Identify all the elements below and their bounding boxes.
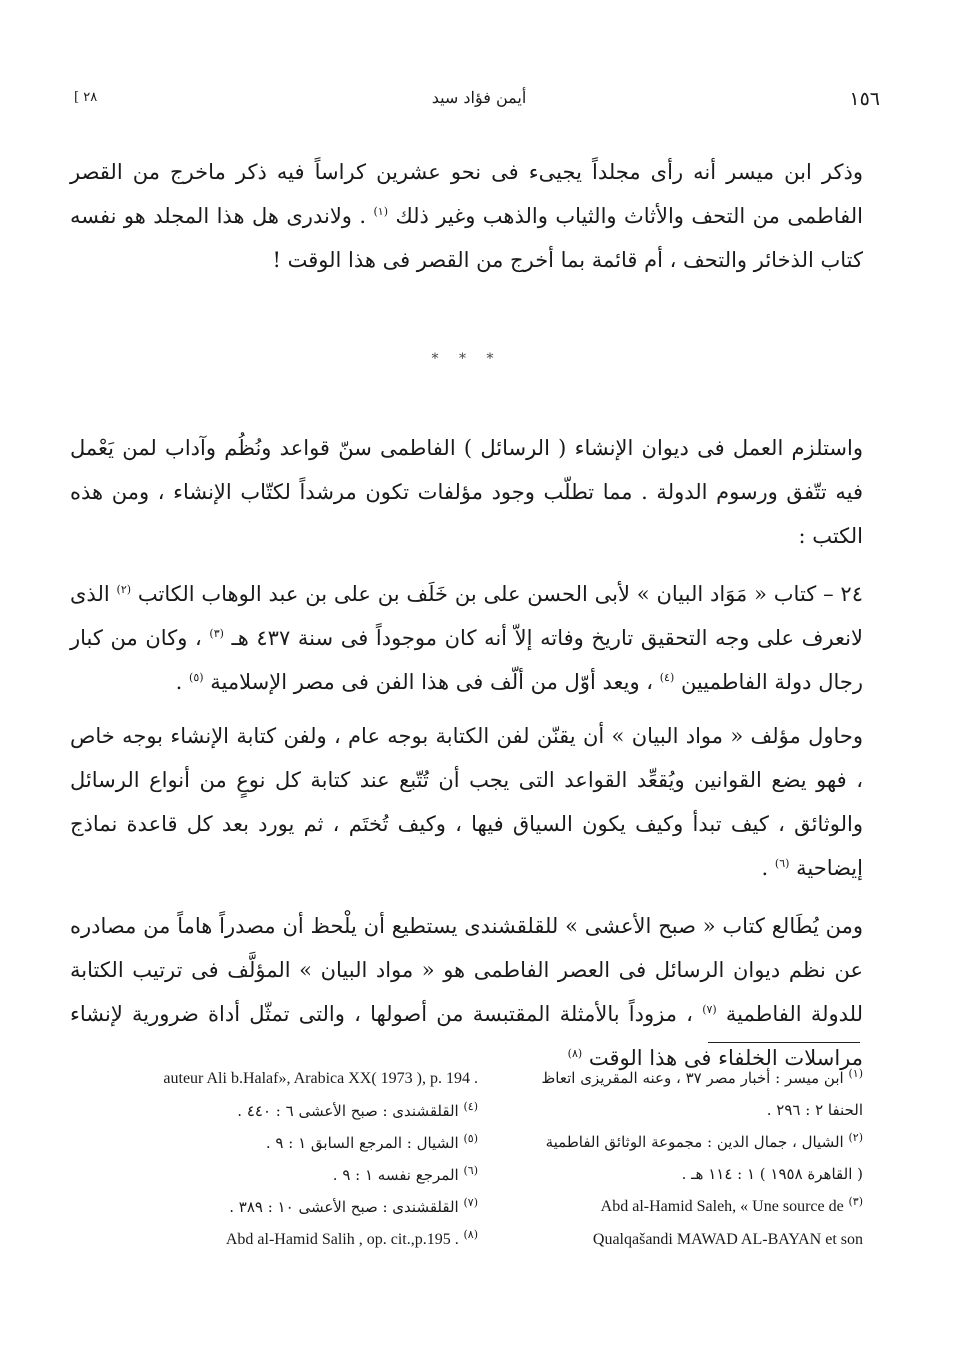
section-separator: * * * xyxy=(431,351,502,367)
paragraph-2 xyxy=(70,426,863,558)
paragraph-4 xyxy=(70,714,863,890)
footnotes-right-column xyxy=(463,1062,863,1256)
signature-mark: ٢٨ ] xyxy=(74,90,98,105)
footnote-line: $^{(١)}$ ابن ميسر : أخبار مصر ٣٧ ، وعنه المقريزى اتعاظ xyxy=(541,1067,863,1087)
footnote-line: Qualqašandi MAWAD AL-BAYAN et son xyxy=(592,1231,863,1248)
footnote-line: الحنفا ٢ : ٢٩٦ . xyxy=(766,1101,863,1119)
paragraph-5-text: ومن يُطَالع كتاب « صبح الأعشى » للقلقشندى يستطيع أن يلْحظ أن مصدراً هاماً من مصادره عن نظم ديوان الرسائل فى العصر الفاطمى هو « مواد البيان » المؤلَّف فى ترتيب الكتابة للدولة الفاطمية xyxy=(70,914,864,1026)
paragraph-1-text: وذكر ابن ميسر أنه رأى مجلداً يجيىء فى نحو عشرين كراساً فيه ذكر ماخرج من القصر الفاطمى من التحف والأثاث والثياب والذهب وغير ذلك xyxy=(70,160,863,228)
footnote-ref-8: (٨) xyxy=(567,1047,583,1060)
footnote-line: ( القاهرة ١٩٥٨ ) ١ : ١١٤ هـ . xyxy=(681,1165,863,1183)
footnote-ref-7: (٧) xyxy=(702,1003,717,1016)
footnote-ref-4: (٤) xyxy=(659,671,675,684)
footnote-line: auteur Ali b.Halaf», Arabica XX( 1973 ), p. 194 . xyxy=(163,1070,478,1087)
footnote-line: $^{(٤)}$ القلقشندى : صبح الأعشى ٦ : ٤٤٠ . xyxy=(237,1100,478,1120)
paragraph-2-text: واستلزم العمل فى ديوان الإنشاء ( الرسائل ) الفاطمى سنّ قواعد ونُظُم وآداب لمن يَعْمل فيه تتّفق ورسوم الدولة . مما تطلّب وجود مؤلفات تكون مرشداً لكتّاب الإنشاء ، ومن هذه الكتب : xyxy=(70,436,863,548)
paragraph-1-tail: . ولاندرى هل هذا المجلد هو نفسه كتاب الذخائر والتحف ، أم قائمة بما أخرج من القصر فى هذا الوقت ! xyxy=(70,204,863,272)
footnote-line: $^{(٥)}$ الشيال : المرجع السابق ١ : ٩ . xyxy=(265,1132,478,1152)
footnotes-left-column xyxy=(78,1062,478,1256)
paragraph-4-tail: . xyxy=(761,856,769,880)
paragraph-3-text-e: . xyxy=(175,670,183,694)
paragraph-1 xyxy=(70,150,863,282)
footnote-ref-3: (٣) xyxy=(209,627,224,640)
paragraph-3-text-c: ، وكان من كبار رجال دولة الفاطميين xyxy=(70,626,863,694)
footnote-line: $^{(٣)}$ Abd al-Hamid Saleh, « Une source de xyxy=(600,1195,863,1215)
footnote-rule xyxy=(708,1042,860,1043)
paragraph-4-text: وحاول مؤلف « مواد البيان » أن يقنّن لفن الكتابة بوجه عام ، ولفن كتابة الإنشاء بوجه خاص ، فهو يضع القوانين ويُقعِّد القواعد التى يجب أن تُتّبع عند كتابة كل نوعٍ من أنواع الرسائل والوثائق ، كيف تبدأ وكيف يكون السياق فيها ، وكيف تُختَم ، ثم يورد بعد كل قاعدة نماذج إيضاحية xyxy=(70,724,863,880)
footnotes xyxy=(78,1062,863,1262)
page-number: ١٥٦ xyxy=(849,88,880,110)
footnote-ref-1: (١) xyxy=(373,205,388,218)
page-header xyxy=(70,88,888,118)
main-text xyxy=(70,150,863,1080)
paragraph-3-text-b: الذى لانعرف على وجه التحقيق تاريخ وفاته إلاّ أنه كان موجوداً فى سنة ٤٣٧ هـ xyxy=(70,582,863,650)
footnote-line: $^{(٧)}$ القلقشندى : صبح الأعشى ١٠ : ٣٨٩ . xyxy=(229,1196,478,1216)
footnote-ref-5: (٥) xyxy=(189,671,204,684)
footnote-line: $^{(٢)}$ الشيال ، جمال الدين : مجموعة الوثائق الفاطمية xyxy=(545,1131,863,1151)
paragraph-3-text-d: ، ويعد أوّل من ألّف فى هذا الفن فى مصر الإسلامية xyxy=(210,670,654,694)
footnote-line: $^{(٦)}$ المرجع نفسه ١ : ٩ . xyxy=(332,1164,478,1184)
paragraph-3 xyxy=(70,572,863,704)
footnote-line: $^{(٨)}$ Abd al-Hamid Salih , op. cit.,p.195 . xyxy=(225,1228,478,1248)
footnote-ref-6: (٦) xyxy=(774,857,790,870)
footnote-ref-2: (٢) xyxy=(116,583,132,596)
paragraph-5-text-b: ، مزوداً بالأمثلة المقتبسة من أصولها ، والتى تمثّل أداة ضرورية لإنشاء مراسلات الخلفاء فى هذا الوقت xyxy=(70,1002,863,1070)
running-title: أيمن فؤاد سيد xyxy=(431,88,527,107)
paragraph-5 xyxy=(70,904,863,1080)
paragraph-3-text-a: ٢٤ – كتاب « مَوَاد البيان » لأبى الحسن على بن خَلَف بن على بن عبد الوهاب الكاتب xyxy=(137,582,863,606)
